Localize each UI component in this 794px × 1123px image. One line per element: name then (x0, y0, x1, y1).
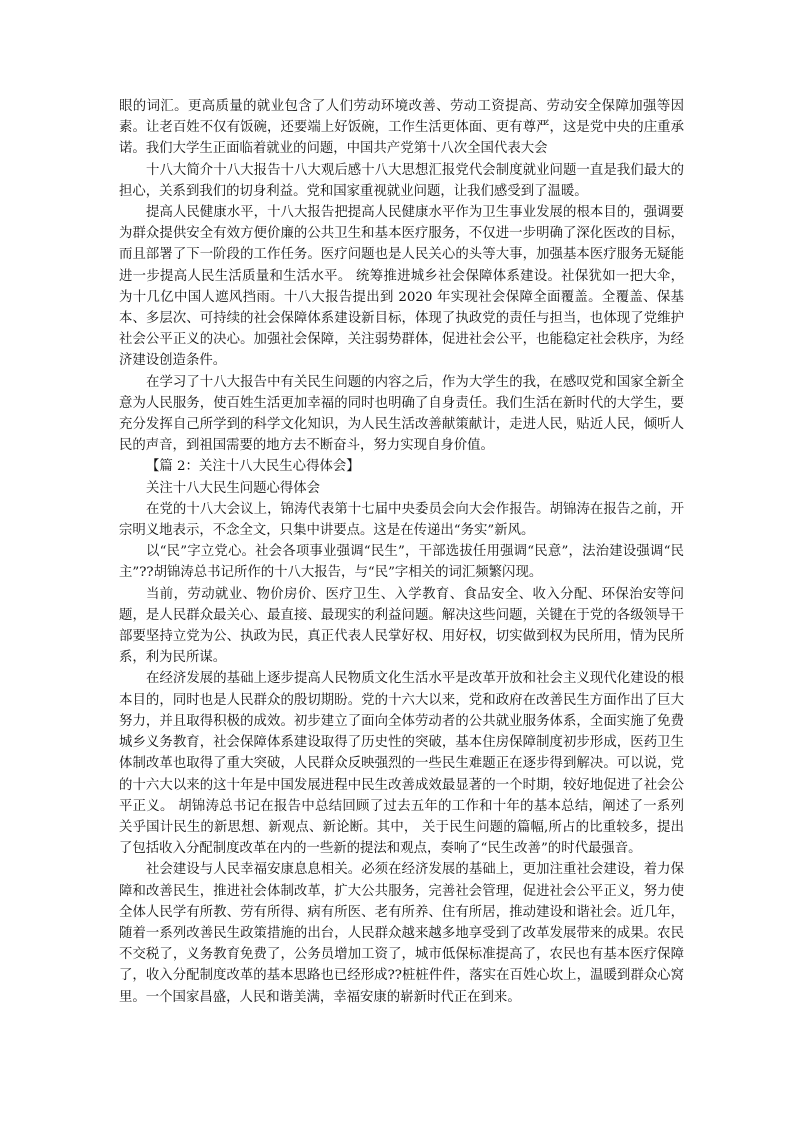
paragraph-health: 提高人民健康水平，十八大报告把提高人民健康水平作为卫生事业发展的根本目的，强调要为群众提供安全有效方便价廉的公共卫生和基本医疗服务，不仅进一步明确了深化医改的目标，而且部署了下一阶段的工作任务。医疗问题也是人民关心的头等大事，加强基本医疗服务无疑能进一步提高人民生活质量和生活水平。 统筹推进城乡社会保障体系建设。社保犹如一把大伞，为十几亿中国人遮风挡雨。十八大报告提出到 2020 年实现社会保障全面覆盖。全覆盖、保基本、多层次、可持续的社会保障体系建设新目标，体现了执政党的责任与担当，也体现了党维护社会公平正义的决心。加强社会保障，关注弱势群体，促进社会公平，也能稳定社会秩序，为经济建设创造条件。 (119, 205, 684, 369)
paragraph-current-issues: 当前，劳动就业、物价房价、医疗卫生、入学教育、食品安全、收入分配、环保治安等问题，是人民群众最关心、最直接、最现实的利益问题。解决这些问题，关键在于党的各级领导干部要坚持立党为公、执政为民，真正代表人民掌好权、用好权，切实做到权为民所用，情为民所系，利为民所谋。 (119, 586, 684, 666)
section-heading: 【篇 2：关注十八大民生心得体会】 (146, 459, 360, 475)
paragraph-economic-development: 在经济发展的基础上逐步提高人民物质文化生活水平是改革开放和社会主义现代化建设的根本目的，同时也是人民群众的殷切期盼。党的十六大以来，党和政府在改善民生方面作出了巨大努力，并且取得积极的成效。初步建立了面向全体劳动者的公共就业服务体系，全面实施了免费城乡义务教育，社会保障体系建设取得了历史性的突破，基本住房保障制度初步形成，医药卫生体制改革也取得了重大突破，人民群众反映强烈的一些民生难题正在逐步得到解决。可以说，党的十六大以来的这十年是中国发展进程中民生改善成效最显著的一个时期，较好地促进了社会公平正义。 胡锦涛总书记在报告中总结回顾了过去五年的工作和十年的基本总结，阐述了一系列关乎国计民生的新思想、新观点、新论断。其中， 关于民生问题的篇幅,所占的比重较多，提出了包括收入分配制度改革在内的一些新的提法和观点，奏响了“民生改善”的时代最强音。 (119, 671, 684, 857)
paragraph-continuation: 眼的词汇。更高质量的就业包含了人们劳动环境改善、劳动工资提高、劳动安全保障加强等因素。让老百姓不仅有饭碗，还要端上好饭碗，工作生活更体面、更有尊严，这是党中央的庄重承诺。我们大学生正面临着就业的问题，中国共产党第十八次全国代表大会 (119, 99, 684, 157)
paragraph-people-first: 以“民”字立党心。社会各项事业强调“民生”，干部选拔任用强调“民意”，法治建设强调“民主”??胡锦涛总书记所作的十八大报告，与“民”字相关的词汇频繁闪现。 (119, 544, 684, 581)
paragraph-employment: 十八大简介十八大报告十八大观后感十八大思想汇报党代会制度就业问题一直是我们最大的担心，关系到我们的切身利益。党和国家重视就业问题，让我们感受到了温暖。 (119, 162, 684, 199)
document-page (119, 96, 684, 1008)
section-subheading: 关注十八大民生问题心得体会 (146, 480, 321, 496)
paragraph-student-duty: 在学习了十八大报告中有关民生问题的内容之后，作为大学生的我，在感叹党和国家全新全意为人民服务，使百姓生活更加幸福的同时也明确了自身责任。我们生活在新时代的大学生，要充分发挥自己所学到的科学文化知识，为人民生活改善献策献计，走进人民，贴近人民，倾听人民的声音，到祖国需要的地方去不断奋斗，努力实现自身价值。 (119, 374, 684, 454)
paragraph-social-construction: 社会建设与人民幸福安康息息相关。必须在经济发展的基础上，更加注重社会建设，着力保障和改善民生，推进社会体制改革，扩大公共服务，完善社会管理，促进社会公平正义，努力使全体人民学有所教、劳有所得、病有所医、老有所养、住有所居，推动建设和谐社会。近几年，随着一系列改善民生政策措施的出台，人民群众越来越多地享受到了改革发展带来的成果。农民不交税了，义务教育免费了，公务员增加工资了，城市低保标准提高了，农民也有基本医疗保障了，收入分配制度改革的基本思路也已经形成??桩桩件件，落实在百姓心坎上，温暖到群众心窝里。一个国家昌盛，人民和谐美满，幸福安康的崭新时代正在到来。 (119, 862, 684, 1005)
paragraph-congress-report: 在党的十八大会议上，锦涛代表第十七届中央委员会向大会作报告。胡锦涛在报告之前，开宗明义地表示，不念全文，只集中讲要点。这是在传递出“务实”新风。 (119, 501, 684, 539)
